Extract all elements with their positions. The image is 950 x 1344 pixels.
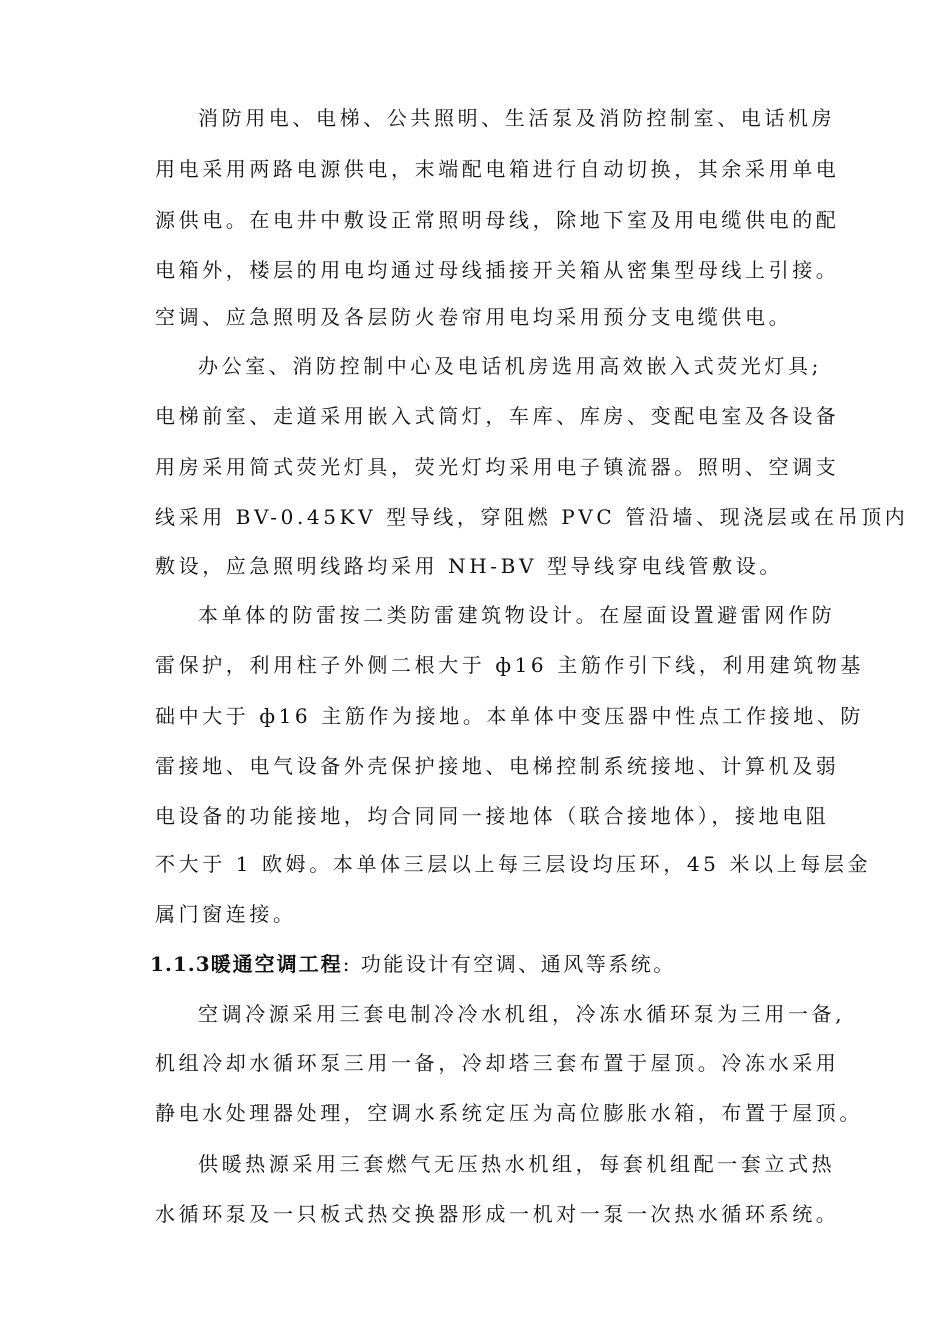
paragraph-line: 消防用电、电梯、公共照明、生活泵及消防控制室、电话机房 — [198, 106, 836, 130]
paragraph-line: 雷接地、电气设备外壳保护接地、电梯控制系统接地、计算机及弱 — [155, 754, 840, 778]
paragraph-line: 属门窗连接。 — [155, 902, 297, 926]
section-summary: : 功能设计有空调、通风等系统。 — [342, 952, 676, 976]
paragraph-line: 雷保护，利用柱子外侧二根大于 ф16 主筋作引下线，利用建筑物基 — [155, 653, 865, 677]
section-number: 1.1.3 — [150, 952, 211, 976]
paragraph-line: 用电采用两路电源供电，末端配电箱进行自动切换，其余采用单电 — [155, 157, 840, 181]
paragraph-line: 静电水处理器处理，空调水系统定压为高位膨胀水箱，布置于屋顶。 — [155, 1101, 863, 1125]
paragraph-line: 空调冷源采用三套电制冷冷水机组，冷冻水循环泵为三用一备, — [198, 1002, 846, 1026]
paragraph-line: 源供电。在电井中敷设正常照明母线，除地下室及用电缆供电的配 — [155, 208, 840, 232]
paragraph-line: 空调、应急照明及各层防火卷帘用电均采用预分支电缆供电。 — [155, 305, 793, 329]
section-heading — [150, 947, 676, 981]
paragraph-line: 供暖热源采用三套燃气无压热水机组，每套机组配一套立式热 — [198, 1152, 836, 1176]
paragraph-line: 机组冷却水循环泵三用一备，冷却塔三套布置于屋顶。冷冻水采用 — [155, 1051, 840, 1075]
paragraph-line: 电设备的功能接地，均合同同一接地体（联合接地体），接地电阻 — [155, 804, 830, 828]
paragraph-line: 电箱外，楼层的用电均通过母线插接开关箱从密集型母线上引接。 — [155, 258, 840, 282]
paragraph-line: 电梯前室、走道采用嵌入式筒灯，车库、库房、变配电室及各设备 — [155, 404, 840, 428]
paragraph-line: 不大于 1 欧姆。本单体三层以上每三层设均压环，45 米以上每层金 — [155, 852, 872, 876]
paragraph-line: 水循环泵及一只板式热交换器形成一机对一泵一次热水循环系统。 — [155, 1202, 840, 1226]
paragraph-line: 线采用 BV-0.45KV 型导线，穿阻燃 PVC 管沿墙、现浇层或在吊顶内 — [155, 505, 909, 529]
paragraph-line: 本单体的防雷按二类防雷建筑物设计。在屋面设置避雷网作防 — [198, 603, 836, 627]
paragraph-line: 用房采用简式荧光灯具，荧光灯均采用电子镇流器。照明、空调支 — [155, 455, 840, 479]
paragraph-line: 敷设，应急照明线路均采用 NH-BV 型导线穿电线管敷设。 — [155, 554, 783, 578]
section-title: 暖通空调工程 — [210, 952, 343, 976]
paragraph-line: 办公室、消防控制中心及电话机房选用高效嵌入式荧光灯具; — [198, 354, 822, 378]
paragraph-line: 础中大于 ф16 主筋作为接地。本单体中变压器中性点工作接地、防 — [155, 704, 865, 728]
